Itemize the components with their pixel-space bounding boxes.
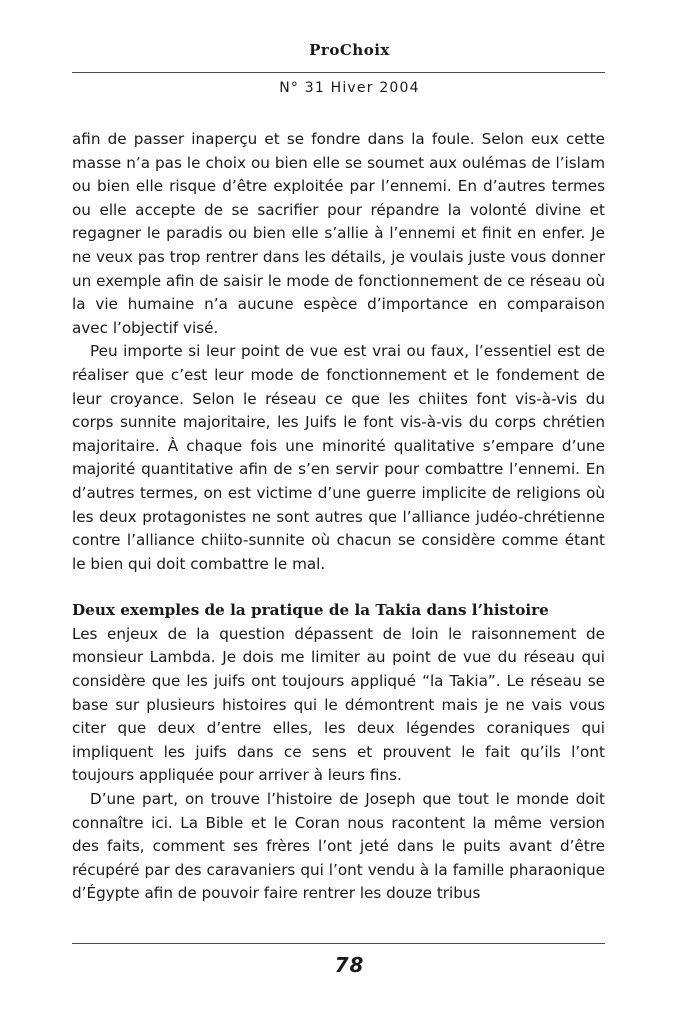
journal-title: ProChoix (309, 41, 390, 59)
paragraph-continued: afin de passer inaperçu et se fondre dans la foule. Selon eux cette masse n’a pas le choix ou bien elle se soumet aux oulémas de l’islam ou bien elle risque d’être exploitée par l’ennemi. En d’autres termes ou elle accepte de se sacrifier pour répandre la volonté divine et regagner le paradis ou bien elle s’allie à l’ennemi et finit en enfer. Je ne veux pas trop rentrer dans les détails, je voulais juste vous donner un exemple afin de saisir le mode de fonctionnement de ce réseau où la vie humaine n’a aucune espèce d’importance en comparaison avec l’objectif visé. (72, 130, 605, 337)
paragraph: D’une part, on trouve l’histoire de Joseph que tout le monde doit connaître ici. La Bible et le Coran nous racontent la même version des faits, comment ses frères l’ont jeté dans le puits avant d’être récupéré par des caravaniers qui l’ont vendu à la famille pharaonique d’Égypte afin de pouvoir faire rentrer les douze tribus (72, 790, 605, 903)
paragraph: Les enjeux de la question dépassent de loin le raisonnement de monsieur Lambda. Je dois me limiter au point de vue du réseau qui considère que les juifs ont toujours appliqué “la Takia”. Le réseau se base sur plusieurs histoires qui le démontrent mais je ne vais vous citer que deux d’entre elles, les deux légendes coraniques qui impliquent les juifs dans ce sens et prouvent le fait qu’ils l’ont toujours appliquée pour arriver à leurs fins. (72, 624, 605, 785)
page-number: 78 (334, 953, 365, 977)
footer-rule (72, 943, 605, 944)
article-body (72, 128, 605, 906)
paragraph: Peu importe si leur point de vue est vrai ou faux, l’essentiel est de réaliser que c’est leur mode de fonctionnement et le fondement de leur croyance. Selon le réseau ce que les chiites font vis-à-vis du corps sunnite majoritaire, les Juifs le font vis-à-vis du corps chrétien majoritaire. À chaque fois une minorité qualitative s’empare d’une majorité quantitative afin de s’en servir pour combattre l’ennemi. En d’autres termes, on est victime d’une guerre implicite de religions où les deux protagonistes ne sont autres que l’alliance judéo-chrétienne contre l’alliance chiito-sunnite où chacun se considère comme étant le bien qui doit combattre le mal. (72, 342, 605, 573)
issue-line: N° 31 Hiver 2004 (279, 80, 420, 96)
running-header (0, 40, 699, 60)
header-rule (72, 72, 605, 73)
section-heading: Deux exemples de la pratique de la Takia dans l’histoire (72, 601, 549, 620)
